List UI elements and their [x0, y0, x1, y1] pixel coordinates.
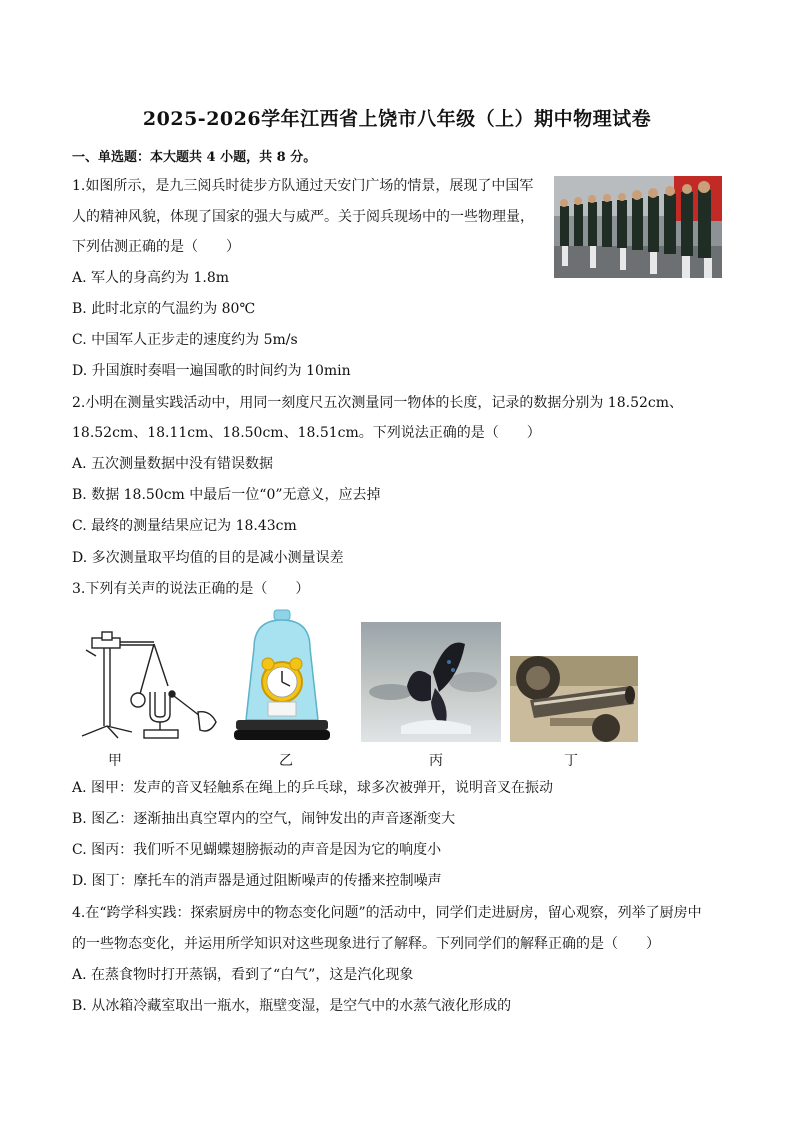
tuning-fork-figure: [70, 626, 220, 746]
page-title: 2025-2026学年江西省上饶市八年级（上）期中物理试卷: [142, 108, 652, 130]
q2-option-c: C. 最终的测量结果应记为 18.43cm: [72, 518, 297, 534]
q2-line-1: 2.小明在测量实践活动中，用同一刻度尺五次测量同一物体的长度，记录的数据分别为 18.52cm、: [72, 395, 684, 411]
q3-option-c: C. 图丙：我们听不见蝴蝶翅膀振动的声音是因为它的响度小: [72, 842, 442, 858]
muffler-photo: [510, 656, 638, 742]
q1-option-a: A. 军人的身高约为 1.8m: [72, 270, 230, 286]
bell-jar-figure: [232, 608, 332, 746]
figure-label-jia: 甲: [108, 753, 122, 769]
q4-line-1: 4.在“跨学科实践：探索厨房中的物态变化问题”的活动中，同学们走进厨房，留心观察，列举了厨房中: [72, 905, 702, 921]
q4-option-a: A. 在蒸食物时打开蒸锅，看到了“白气”，这是汽化现象: [72, 967, 414, 983]
q3-option-a: A. 图甲：发声的音叉轻触系在绳上的乒乓球，球多次被弹开，说明音叉在振动: [72, 780, 554, 796]
butterfly-photo: [361, 622, 501, 742]
q3-option-d: D. 图丁：摩托车的消声器是通过阻断噪声的传播来控制噪声: [72, 873, 442, 889]
q1-option-d: D. 升国旗时奏唱一遍国歌的时间约为 10min: [72, 363, 351, 379]
figure-label-yi: 乙: [279, 753, 293, 769]
q1-option-c: C. 中国军人正步走的速度约为 5m/s: [72, 332, 298, 348]
figure-label-ding: 丁: [564, 753, 578, 769]
q3-option-b: B. 图乙：逐渐抽出真空罩内的空气，闹钟发出的声音逐渐变大: [72, 811, 456, 827]
q1-line-3: 下列估测正确的是（ ）: [72, 239, 240, 255]
q2-option-a: A. 五次测量数据中没有错误数据: [72, 456, 274, 472]
q4-line-2: 的一些物态变化，并运用所学知识对这些现象进行了解释。下列同学们的解释正确的是（ ）: [72, 936, 660, 952]
q1-option-b: B. 此时北京的气温约为 80℃: [72, 301, 256, 317]
figure-label-bing: 丙: [429, 753, 443, 769]
q1-line-1: 1.如图所示，是九三阅兵时徒步方队通过天安门广场的情景，展现了中国军: [72, 178, 534, 194]
q2-line-2: 18.52cm、18.11cm、18.50cm、18.51cm。下列说法正确的是（ ）: [72, 425, 541, 441]
q1-line-2: 人的精神风貌，体现了国家的强大与威严。关于阅兵现场中的一些物理量，: [72, 209, 534, 225]
q4-option-b: B. 从冰箱冷藏室取出一瓶水，瓶壁变湿，是空气中的水蒸气液化形成的: [72, 998, 512, 1014]
q2-option-b: B. 数据 18.50cm 中最后一位“0”无意义，应去掉: [72, 487, 381, 503]
q3-line-1: 3.下列有关声的说法正确的是（ ）: [72, 581, 310, 597]
q2-option-d: D. 多次测量取平均值的目的是减小测量误差: [72, 550, 344, 566]
section-heading: 一、单选题：本大题共 4 小题，共 8 分。: [72, 150, 317, 165]
parade-photo: [554, 176, 722, 278]
